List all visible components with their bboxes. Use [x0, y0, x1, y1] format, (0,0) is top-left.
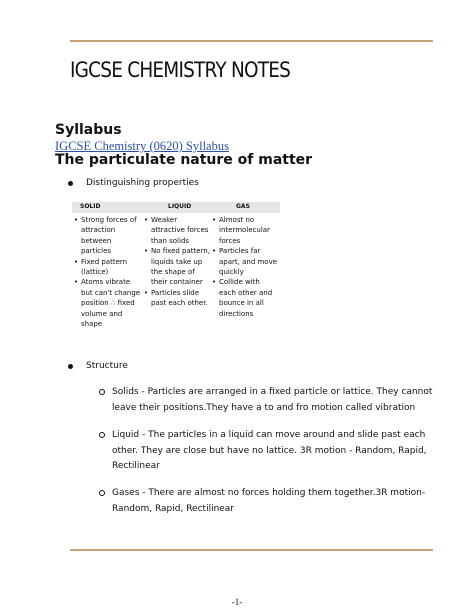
bottom-divider	[70, 549, 433, 551]
bullet-label: Structure	[86, 361, 128, 371]
liquid-point: No fixed pattern, liquids take up the shape of their container	[151, 247, 211, 287]
bullet-label: Distinguishing properties	[86, 178, 199, 188]
header-gas: GAS	[236, 203, 250, 210]
liquid-point: Particles slide past each other.	[151, 288, 208, 308]
page-number: -1-	[231, 597, 243, 607]
section-heading: The particulate nature of matter	[55, 152, 313, 168]
solid-point: Fixed pattern (lattice)	[81, 257, 128, 277]
circle-bullet-icon	[99, 389, 105, 395]
structure-item-solids	[112, 385, 442, 416]
liquid-column: • Weaker attractive forces than solids • No fixed pattern, liquids take up the shape of their container • Particles slide past each other.	[144, 216, 211, 308]
structure-text: Solids - Particles are arranged in a fixed particle or lattice. They cannot leave their positions.They have a to and fro motion called vibration	[112, 387, 433, 413]
solid-point: Atoms vibrate but can't change position ∴ fixed volume and shape	[81, 278, 141, 329]
circle-bullet-icon	[99, 432, 105, 438]
syllabus-link[interactable]: IGCSE Chemistry (0620) Syllabus	[55, 139, 229, 153]
gas-point: Particles far apart, and move quickly	[219, 247, 278, 277]
bullet-dot-icon	[68, 181, 73, 186]
circle-bullet-icon	[99, 490, 105, 496]
structure-item-liquid	[112, 428, 442, 475]
solid-column: • Strong forces of attraction between particles • Fixed pattern (lattice) • Atoms vibrate but can't change position ∴ fixed volume and shape	[74, 216, 141, 329]
top-divider	[70, 40, 433, 42]
header-solid: SOLID	[80, 203, 101, 210]
structure-item-gases	[112, 486, 442, 517]
structure-text: Gases - There are almost no forces holding them together.3R motion- Random, Rapid, Rectilinear	[112, 488, 426, 514]
bullet-structure	[68, 361, 128, 371]
gas-column: • Almost no intermolecular forces • Particles far apart, and move quickly • Collide with each other and bounce in all directions	[212, 216, 278, 318]
gas-point: Collide with each other and bounce in all directions	[219, 278, 273, 318]
solid-point: Strong forces of attraction between particles	[81, 216, 137, 256]
gas-point: Almost no intermolecular forces	[219, 216, 270, 245]
bullet-distinguishing-properties	[68, 178, 199, 188]
liquid-point: Weaker attractive forces than solids	[151, 216, 209, 245]
states-of-matter-table	[72, 202, 280, 346]
page-title: IGCSE CHEMISTRY NOTES	[70, 58, 291, 82]
header-liquid: LIQUID	[168, 203, 192, 210]
structure-text: Liquid - The particles in a liquid can move around and slide past each other. They are close but have no lattice. 3R motion - Random, Rapid, Rectilinear	[112, 430, 427, 471]
bullet-dot-icon	[68, 364, 73, 369]
syllabus-heading: Syllabus	[55, 122, 122, 138]
